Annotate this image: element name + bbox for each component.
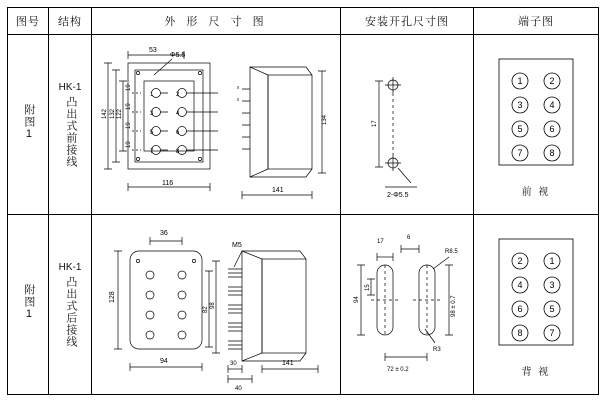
term-5b: 5 <box>549 304 555 314</box>
cell-mounting-2 <box>341 215 474 395</box>
dim-2-phi55: 2-Φ5.5 <box>387 191 409 199</box>
terminal-num-6: 6 <box>176 129 180 136</box>
dim-122: 122 <box>117 108 123 119</box>
cell-terminal-2 <box>474 215 599 395</box>
dim-36: 36 <box>160 229 168 237</box>
spec-table <box>7 7 599 395</box>
header-drawing-no: 图号 <box>8 8 49 35</box>
dim-134: 134 <box>322 114 328 125</box>
dim-53: 53 <box>149 46 157 54</box>
header-mounting-hole: 安装开孔尺寸图 <box>341 8 474 35</box>
dim-142: 142 <box>102 108 108 119</box>
term-5: 5 <box>517 124 523 134</box>
dim-phi55: Φ5.5 <box>170 51 186 59</box>
table-row <box>8 215 599 395</box>
cell-terminal-1 <box>474 35 599 215</box>
term-3b: 3 <box>549 280 555 290</box>
model-label-1: HK-1 <box>58 81 82 93</box>
dim-r3: R3 <box>433 346 441 353</box>
model-label-2: HK-1 <box>58 261 82 273</box>
term-1b: 1 <box>549 256 555 266</box>
dim-116: 116 <box>162 179 174 187</box>
term-3: 3 <box>517 100 523 110</box>
dim-132: 132 <box>110 108 116 119</box>
header-structure: 结构 <box>49 8 92 35</box>
cell-mounting-1 <box>341 35 474 215</box>
structure-label-1: 凸出式前接线 <box>64 95 77 168</box>
mounting-drawing-2 <box>341 217 471 393</box>
dim-r85: R8.5 <box>445 248 458 255</box>
term-4b: 4 <box>517 280 523 290</box>
dim-30: 30 <box>230 360 237 367</box>
terminal-num-1: 1 <box>150 91 154 98</box>
term-6: 6 <box>549 124 555 134</box>
drawing-no-label-1: 附图1 <box>22 103 35 141</box>
dim-m5: M5 <box>232 241 242 249</box>
term-2b: 2 <box>517 256 523 266</box>
dim-94-2: 94 <box>354 295 360 303</box>
dim-98-tol: 98 ± 0.7 <box>451 294 457 317</box>
cell-structure-1 <box>49 35 92 215</box>
header-outline-dimension: 外 形 尺 寸 图 <box>92 8 341 35</box>
term-7b: 7 <box>549 328 555 338</box>
header-terminal-diagram: 端子图 <box>474 8 599 35</box>
term-6b: 6 <box>517 304 523 314</box>
dim-94: 94 <box>160 357 168 365</box>
terminal-caption-1: 前 视 <box>521 187 551 198</box>
table-header-row <box>8 8 599 35</box>
dim-128: 128 <box>109 290 116 303</box>
dim-17: 17 <box>377 238 384 245</box>
outline-drawing-1 <box>92 37 338 213</box>
term-4: 4 <box>549 100 555 110</box>
terminal-num-4: 4 <box>176 110 180 117</box>
dim-19-b: 19 <box>126 102 132 110</box>
cell-drawing-no-2 <box>8 215 49 395</box>
cell-drawing-no-1 <box>8 35 49 215</box>
dim-19-c: 19 <box>126 121 132 129</box>
dim-72-tol: 72 ± 0.2 <box>387 366 409 373</box>
mounting-drawing-1 <box>341 37 471 213</box>
term-8b: 8 <box>517 328 523 338</box>
terminal-num-8: 8 <box>176 148 180 155</box>
dim-19-a: 19 <box>126 83 132 91</box>
terminal-num-3: 3 <box>150 110 154 117</box>
cell-structure-2 <box>49 215 92 395</box>
dim-141-2: 141 <box>282 359 294 367</box>
term-8: 8 <box>549 148 555 158</box>
terminal-caption-2: 背 视 <box>521 367 551 378</box>
term-7: 7 <box>517 148 523 158</box>
dim-142-tol: 17 <box>372 119 378 127</box>
dim-6: 6 <box>407 234 411 241</box>
structure-label-2: 凸出式后接线 <box>64 275 77 348</box>
dim-19-d: 19 <box>126 140 132 148</box>
dim-141: 141 <box>272 186 284 194</box>
table-row <box>8 35 599 215</box>
cell-outline-2 <box>92 215 341 395</box>
terminal-diagram-1 <box>482 51 590 179</box>
dim-98: 98 <box>210 301 216 309</box>
term-1: 1 <box>517 76 523 86</box>
dim-82: 82 <box>203 305 209 313</box>
dim-15: 15 <box>365 283 371 291</box>
cell-outline-1 <box>92 35 341 215</box>
terminal-num-2: 2 <box>176 91 180 98</box>
term-2: 2 <box>549 76 555 86</box>
terminal-num-7: 7 <box>150 148 154 155</box>
terminal-num-5: 5 <box>150 129 154 136</box>
outline-drawing-2 <box>92 217 338 393</box>
drawing-no-label-2: 附图1 <box>22 283 35 321</box>
terminal-diagram-2 <box>482 231 590 359</box>
dim-40: 40 <box>235 385 242 392</box>
drawing-sheet <box>0 7 600 407</box>
